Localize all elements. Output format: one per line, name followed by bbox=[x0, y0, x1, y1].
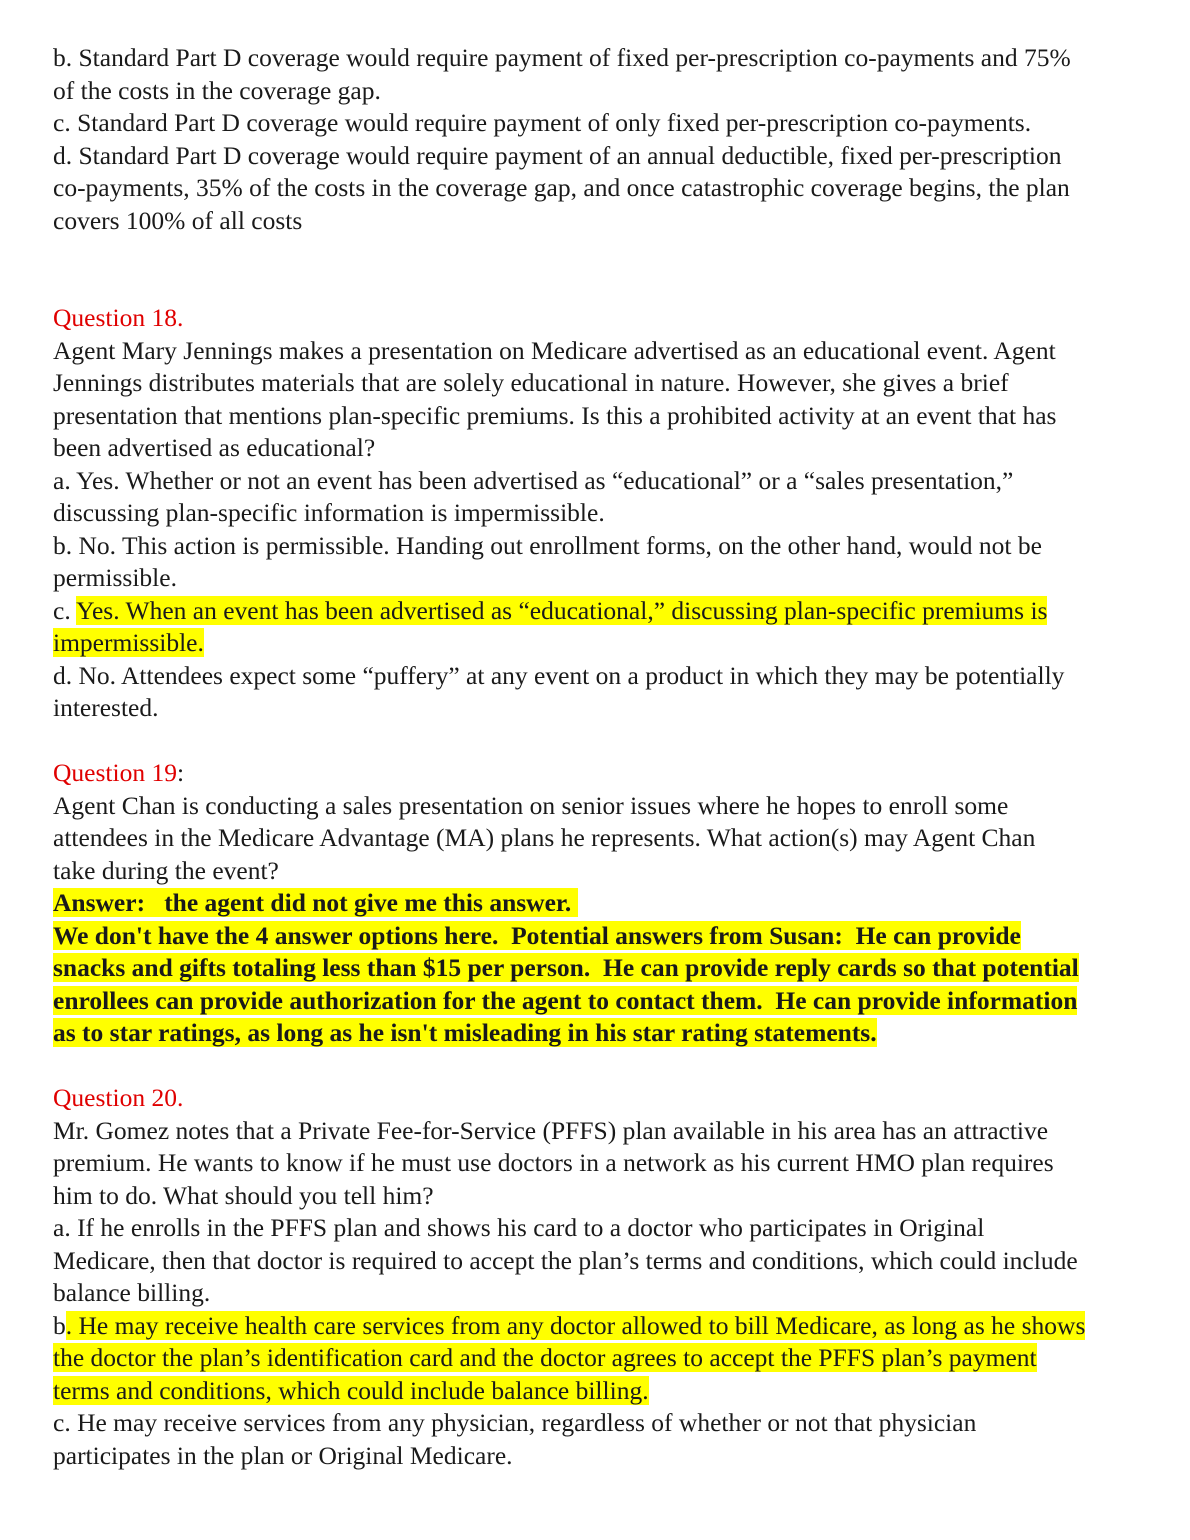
question-20-title: Question 20. bbox=[53, 1083, 184, 1112]
q20-stem-line3: him to do. What should you tell him? bbox=[53, 1180, 434, 1210]
q18-option-b-line2: permissible. bbox=[53, 563, 177, 592]
q20-option-b-line2 bbox=[53, 1342, 1153, 1375]
q20-option-b-highlight-line1: . He may receive health care services from any doctor allowed to bill Medicare, as long as he shows bbox=[65, 1310, 1086, 1340]
q19-stem-line1: Agent Chan is conducting a sales presentation on senior issues where he hopes to enroll some bbox=[53, 790, 1009, 820]
q20-option-c-line2: participates in the plan or Original Medicare. bbox=[53, 1440, 513, 1470]
q17-option-d-line1: d. Standard Part D coverage would require payment of an annual deductible, fixed per-prescription bbox=[53, 140, 1062, 170]
q20-option-a-line2: Medicare, then that doctor is required to accept the plan’s terms and conditions, which could include bbox=[53, 1245, 1078, 1275]
q19-answer-line4 bbox=[53, 985, 1153, 1018]
spacer bbox=[53, 725, 1153, 758]
question-19 bbox=[53, 757, 1153, 1050]
q20-stem-line2: premium. He wants to know if he must use doctors in a network as his current HMO plan requires bbox=[53, 1148, 1054, 1177]
q17-option-b-line2: of the costs in the coverage gap. bbox=[53, 75, 381, 105]
question-19-title-line bbox=[53, 757, 1153, 790]
q18-option-d-line2: interested. bbox=[53, 693, 159, 722]
q18-stem-line4: been advertised as educational? bbox=[53, 433, 376, 462]
q20-option-b-line3 bbox=[53, 1375, 1153, 1408]
spacer bbox=[53, 237, 1153, 302]
q18-option-c-highlight-line2: impermissible. bbox=[53, 628, 204, 657]
spacer bbox=[53, 1050, 1153, 1083]
question-18 bbox=[53, 302, 1153, 725]
q18-option-d-line1: d. No. Attendees expect some “puffery” at any event on a product in which they may be potentially bbox=[53, 660, 1065, 690]
q18-option-c-highlight-line1: Yes. When an event has been advertised as “educational,” discussing plan-specific premiums is bbox=[76, 595, 1048, 625]
q17-option-d-line2: co-payments, 35% of the costs in the coverage gap, and once catastrophic coverage begins, the plan bbox=[53, 173, 1070, 202]
document-page bbox=[53, 42, 1153, 1472]
q19-answer-line2 bbox=[53, 920, 1153, 953]
q20-option-b-highlight-line3: terms and conditions, which could include balance billing. bbox=[53, 1375, 649, 1405]
q17-option-b-line1: b. Standard Part D coverage would require payment of fixed per-prescription co-payments and 75% bbox=[53, 43, 1071, 72]
q19-answer-highlight-3: snacks and gifts totaling less than $15 per person. He can provide reply cards so that potential bbox=[53, 953, 1079, 982]
q19-answer-highlight-5: as to star ratings, as long as he isn't misleading in his star rating statements. bbox=[53, 1018, 877, 1047]
question-19-title-colon: : bbox=[176, 758, 185, 787]
q19-answer-line5 bbox=[53, 1017, 1153, 1050]
q18-option-c-line2 bbox=[53, 627, 1153, 660]
q19-answer-highlight-1: Answer: the agent did not give me this answer. bbox=[53, 888, 578, 917]
q18-stem-line1: Agent Mary Jennings makes a presentation on Medicare advertised as an educational event. Agent bbox=[53, 335, 1056, 365]
q19-stem-line3: take during the event? bbox=[53, 855, 279, 885]
q20-option-a-line3: balance billing. bbox=[53, 1278, 211, 1307]
q18-option-a-line2: discussing plan-specific information is impermissible. bbox=[53, 498, 605, 527]
q19-answer-highlight-2: We don't have the 4 answer options here. Potential answers from Susan: He can provide bbox=[53, 920, 1021, 950]
q19-answer-line1 bbox=[53, 887, 1153, 920]
q18-option-c-prefix: c. bbox=[53, 595, 77, 625]
q20-stem-line1: Mr. Gomez notes that a Private Fee-for-Service (PFFS) plan available in his area has an attractive bbox=[53, 1115, 1049, 1145]
q18-option-c-line1 bbox=[53, 595, 1153, 628]
q18-option-b-line1: b. No. This action is permissible. Handing out enrollment forms, on the other hand, would not be bbox=[53, 530, 1042, 560]
question-18-title: Question 18. bbox=[53, 303, 184, 332]
q19-answer-highlight-4: enrollees can provide authorization for the agent to contact them. He can provide information bbox=[53, 985, 1078, 1015]
q18-stem-line3: presentation that mentions plan-specific premiums. Is this a prohibited activity at an event that has bbox=[53, 400, 1057, 430]
question-20 bbox=[53, 1082, 1153, 1472]
q18-stem-line2: Jennings distributes materials that are solely educational in nature. However, she gives a brief bbox=[53, 368, 1009, 397]
q17-option-c-line1: c. Standard Part D coverage would require payment of only fixed per-prescription co-payments. bbox=[53, 108, 1032, 137]
q20-option-a-line1: a. If he enrolls in the PFFS plan and shows his card to a doctor who participates in Original bbox=[53, 1213, 985, 1242]
q20-option-c-line1: c. He may receive services from any physician, regardless of whether or not that physician bbox=[53, 1408, 977, 1437]
q20-option-b-highlight-line2: the doctor the plan’s identification card and the doctor agrees to accept the PFFS plan’s payment bbox=[53, 1343, 1037, 1372]
q20-option-b-line1 bbox=[53, 1310, 1153, 1343]
q20-option-b-prefix: b bbox=[53, 1310, 66, 1340]
q18-option-a-line1: a. Yes. Whether or not an event has been advertised as “educational” or a “sales presentation,” bbox=[53, 465, 1014, 495]
q17-option-d-line3: covers 100% of all costs bbox=[53, 205, 303, 235]
question-19-title: Question 19 bbox=[53, 758, 177, 787]
q17-options bbox=[53, 42, 1153, 237]
q19-stem-line2: attendees in the Medicare Advantage (MA) plans he represents. What action(s) may Agent Chan bbox=[53, 823, 1036, 852]
q19-answer-line3 bbox=[53, 952, 1153, 985]
